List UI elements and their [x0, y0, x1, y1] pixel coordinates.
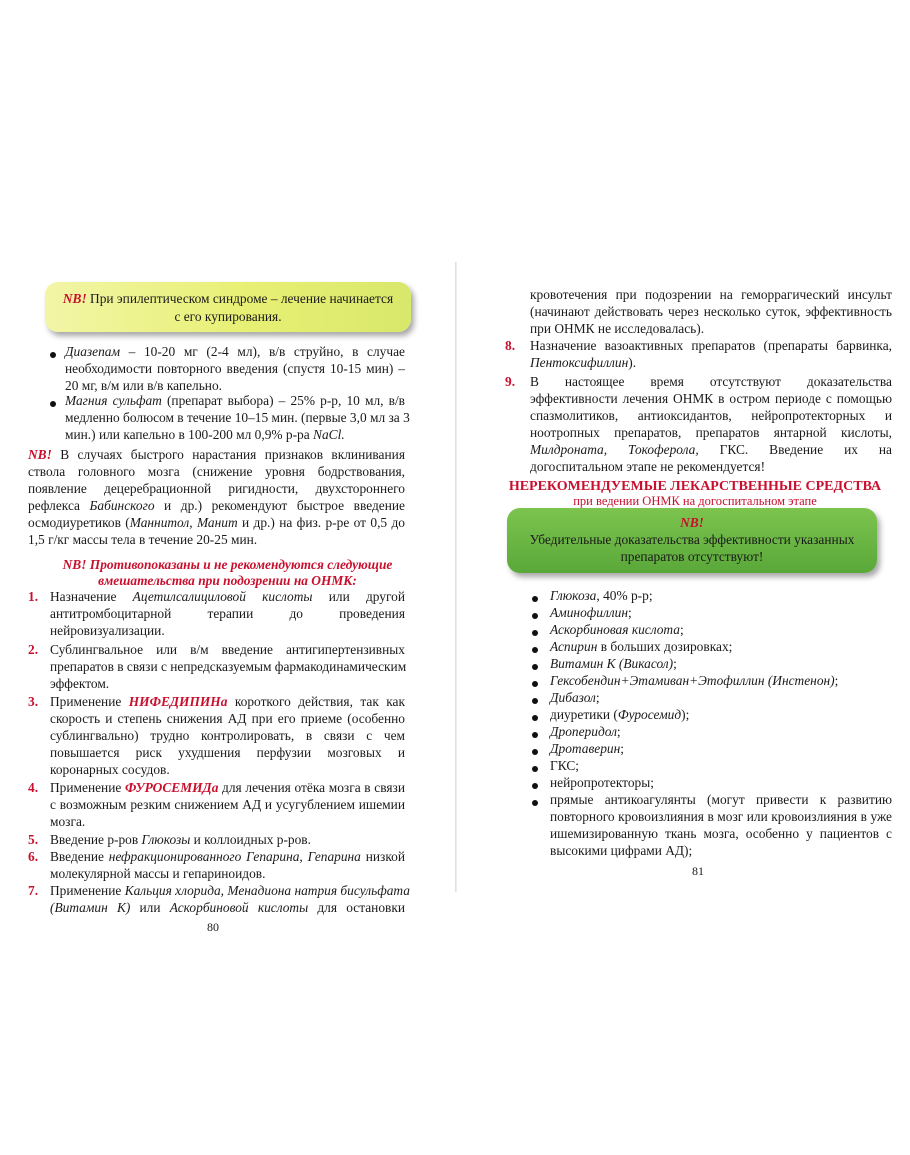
- list-item: Витамин К (Викасол);: [550, 656, 677, 671]
- list-item-text: ишемизированную ткань мозга, особенно у пациентов с: [550, 826, 892, 841]
- numbered-item-line: нейровизуализации.: [50, 623, 165, 638]
- numbered-item: В настоящее время отсутствуют доказательства: [530, 374, 892, 389]
- list-item-text: высокими цифрами АД);: [550, 843, 693, 858]
- numbered-item: Назначение Ацетилсалициловой кислоты или другой: [50, 589, 405, 604]
- bullet-icon: [50, 352, 56, 358]
- paragraph-line: рефлекса Бабинского и др.) рекомендуют быстрое введение: [28, 498, 405, 513]
- paragraph-line: ствола головного мозга (снижение уровня бодрствования,: [28, 464, 405, 479]
- nb-box-line1: При эпилептическом синдроме – лечение начинается: [86, 291, 394, 306]
- section-heading: НЕРЕКОМЕНДУЕМЫЕ ЛЕКАРСТВЕННЫЕ СРЕДСТВА: [508, 479, 882, 494]
- page-number: 80: [207, 920, 219, 934]
- numbered-item: Введение р-ров Глюкозы и коллоидных р-ров.: [50, 832, 311, 847]
- nb-box-line2: препаратов отсутствуют!: [620, 549, 764, 564]
- continued-line: при ОНМК не исследовалась).: [530, 321, 705, 336]
- list-item: Диазепам – 10-20 мг (2-4 мл), в/в струйно, в случае: [65, 344, 405, 359]
- numbered-item-line: молекулярной массы и гепариноидов.: [50, 866, 266, 881]
- numbered-item: Назначение вазоактивных препаратов (препараты барвинка,: [530, 338, 892, 353]
- numbered-item-line: коронарных сосудов.: [50, 762, 170, 777]
- bullet-icon: [50, 401, 56, 407]
- item-number: 2.: [28, 642, 39, 657]
- numbered-item: Введение нефракционированного Гепарина, Гепарина низкой: [50, 849, 406, 864]
- numbered-item: Применение НИФЕДИПИНа короткого действия, так как: [50, 694, 406, 709]
- numbered-item-line: антитромбоцитарной терапии до проведения: [50, 606, 405, 621]
- numbered-item-line: Милдроната, Токоферола, ГКС. Введение их на: [530, 442, 892, 457]
- numbered-item-line: препаратов в связи с непредсказуемым фармакодинамическим: [50, 659, 407, 674]
- item-number: 3.: [28, 694, 39, 709]
- numbered-item-line: мозга.: [50, 814, 86, 829]
- continued-line: кровотечения при подозрении на геморрагический инсульт: [530, 287, 892, 302]
- item-number: 5.: [28, 832, 39, 847]
- list-item: Аскорбиновая кислота;: [550, 622, 684, 637]
- numbered-item-line: ноотропных препаратов, препаратов янтарной кислоты,: [530, 425, 892, 440]
- nb-evidence-box: [507, 508, 877, 573]
- item-number: 8.: [505, 338, 516, 353]
- paragraph-line: осмодиуретиков (Маннитол, Манит и др.) на физ. р-ре от 0,5 до: [28, 515, 405, 530]
- list-item-text: повторного кровоизлияния в мозг или кровоизлияния в уже: [550, 809, 892, 824]
- numbered-item-line: повышается риск ухудшения перфузии мозговых и: [50, 745, 405, 760]
- paragraph-line: появление децеребрационной ригидности, двухстороннего: [28, 481, 405, 496]
- contraindications-heading: NB! Противопоказаны и не рекомендуются следующие: [62, 557, 393, 572]
- list-item: Магния сульфат (препарат выбора) – 25% р-р, 10 мл, в/в: [65, 393, 405, 408]
- nb-box-line2: с его купирования.: [174, 309, 282, 324]
- numbered-item: Сублингвальное или в/м введение антигипертензивных: [50, 642, 405, 657]
- list-item: Глюкоза, 40% р-р;: [550, 588, 653, 603]
- paragraph-line: 1,5 г/кг массы тела в течение 20-25 мин.: [28, 532, 258, 547]
- list-item: Дибазол;: [550, 690, 600, 705]
- section-subheading: при ведении ОНМК на догоспитальном этапе: [573, 494, 817, 508]
- item-number: 4.: [28, 780, 39, 795]
- right-page: [455, 0, 910, 1155]
- list-item: нейропротекторы;: [550, 775, 654, 790]
- item-number: 9.: [505, 374, 516, 389]
- numbered-item-line: эффектом.: [50, 676, 110, 691]
- list-item: Аминофиллин;: [550, 605, 632, 620]
- list-item: Дротаверин;: [550, 741, 624, 756]
- nb-label: NB!: [62, 291, 87, 306]
- numbered-item-line: Пентоксифиллин).: [530, 355, 637, 370]
- nb-box-line1: Убедительные доказательства эффективности указанных: [529, 532, 855, 547]
- nb-label: NB!: [680, 515, 704, 530]
- item-number: 7.: [28, 883, 39, 898]
- list-item-text: медленно болюсом в течение 10–15 мин. (первые 3,0 мл за 3: [65, 410, 410, 425]
- numbered-item-line: сублингвально) трудно контролировать, в связи с чем: [50, 728, 405, 743]
- list-item-text: необходимости повторного введения (спустя 10-15 мин) –: [65, 361, 405, 376]
- page-number: 81: [692, 864, 704, 878]
- list-item: прямые антикоагулянты (могут привести к развитию: [550, 792, 892, 807]
- numbered-item-line: с возможным резким снижением АД и усугублением ишемии: [50, 797, 405, 812]
- item-number: 6.: [28, 849, 39, 864]
- numbered-item-line: (Витамин К) или Аскорбиновой кислоты для остановки: [50, 900, 406, 915]
- numbered-item-line: спазмолитиков, антиоксидантов, нейропротекторных и: [530, 408, 892, 423]
- list-item: диуретики (Фуросемид);: [550, 707, 690, 722]
- numbered-item-line: догоспитальном этапе не рекомендуется!: [530, 459, 766, 474]
- list-item-text: 20 мг, в/м или в/в капельно.: [65, 378, 223, 393]
- list-item: ГКС;: [550, 758, 579, 773]
- list-item: Дроперидол;: [550, 724, 621, 739]
- nb-paragraph: NB! В случаях быстрого нарастания признаков вклинивания: [28, 447, 405, 462]
- numbered-item-line: эффективности лечения ОНМК в остром периоде с помощью: [530, 391, 892, 406]
- continued-line: (начинают действовать через несколько суток, эффективность: [530, 304, 892, 319]
- list-item: Гексобендин+Этамиван+Этофиллин (Инстенон);: [550, 673, 839, 688]
- nb-epilepsy-box: [45, 282, 411, 332]
- contraindications-heading-line2: вмешательства при подозрении на ОНМК:: [98, 573, 357, 588]
- list-item-text: мин.) или капельно в 100-200 мл 0,9% р-ра NaCl.: [65, 427, 345, 442]
- item-number: 1.: [28, 589, 39, 604]
- numbered-item-line: скорость и степень снижения АД при его приеме (особенно: [50, 711, 405, 726]
- numbered-item: Применение Кальция хлорида, Менадиона натрия бисульфата: [50, 883, 410, 898]
- list-item: Аспирин в больших дозировках;: [550, 639, 733, 654]
- numbered-item: Применение ФУРОСЕМИДа для лечения отёка мозга в связи: [50, 780, 406, 795]
